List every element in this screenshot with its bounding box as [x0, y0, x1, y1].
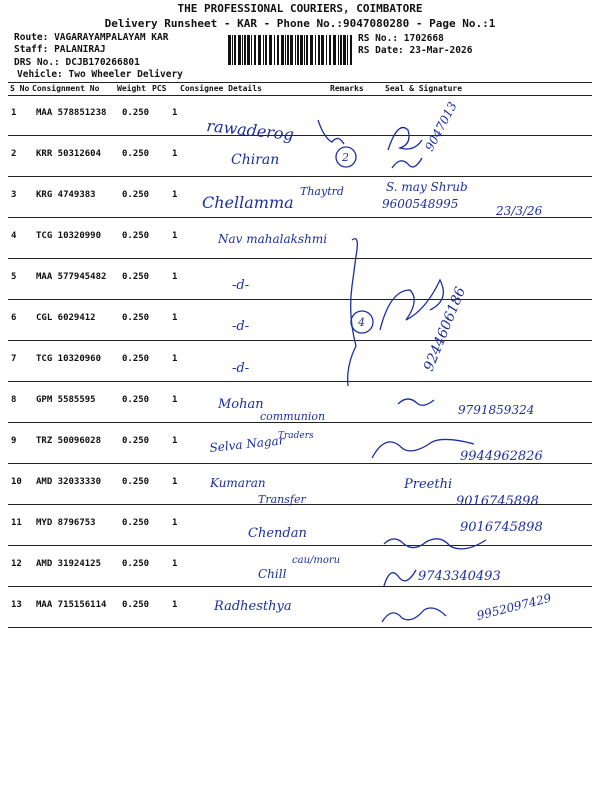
table-row — [8, 217, 592, 259]
barcode-bar — [263, 35, 264, 65]
barcode-bar — [306, 35, 308, 65]
route-label: Route: — [14, 32, 49, 43]
table-row — [8, 463, 592, 505]
drs-line — [14, 57, 140, 68]
hw-r9-phone: 9944962826 — [460, 449, 543, 464]
rs-no-line — [358, 33, 444, 44]
cell-weight: 0.250 — [122, 313, 150, 323]
barcode-bar — [350, 35, 352, 65]
barcode-bar — [285, 35, 286, 65]
cell-consignment: TCG 10320960 — [36, 354, 102, 364]
table-row — [8, 545, 592, 587]
hw-r11-phone: 9016745898 — [460, 520, 543, 535]
cell-weight: 0.250 — [122, 559, 150, 569]
hw-r1-name: rawaderog — [205, 116, 295, 145]
hw-r13-phone: 9952097429 — [475, 590, 553, 623]
col-consignment: Consignment No — [32, 84, 100, 93]
drs-label: DRS No.: — [14, 57, 60, 68]
runsheet-subtitle: Delivery Runsheet - KAR - Phone No.:9047080280 - Page No.:1 — [104, 17, 496, 30]
hw-r6-circle-text: 4 — [358, 316, 365, 329]
cell-consignment: CGL 6029412 — [36, 313, 96, 323]
hw-r4-name: Nav mahalakshmi — [218, 232, 328, 246]
cell-pcs: 1 — [172, 395, 178, 405]
hw-r12-name: Chill — [258, 567, 287, 581]
cell-sno: 9 — [11, 436, 17, 446]
barcode-bar — [347, 35, 348, 65]
table-row — [8, 422, 592, 464]
barcode-bar — [247, 35, 250, 65]
cell-consignment: KRG 4749383 — [36, 190, 96, 200]
drs-value: DCJB170266801 — [65, 57, 140, 68]
barcode-bar — [290, 35, 293, 65]
route-value: VAGARAYAMPALAYAM KAR — [54, 32, 169, 43]
barcode — [228, 35, 354, 65]
hw-r9-name-top: Traders — [278, 431, 314, 441]
rs-no-label: RS No.: — [358, 33, 399, 44]
table-row — [8, 135, 592, 177]
hw-r12-name-top: cau/moru — [292, 555, 341, 566]
barcode-bar — [333, 35, 336, 65]
hw-r6-ditto: -d- — [232, 319, 250, 334]
barcode-bar — [297, 35, 299, 65]
barcode-bar — [281, 35, 284, 65]
cell-sno: 7 — [11, 354, 17, 364]
cell-pcs: 1 — [172, 436, 178, 446]
barcode-bar — [310, 35, 313, 65]
barcode-bar — [343, 35, 346, 65]
rs-date-value: 23-Mar-2026 — [409, 45, 473, 56]
barcode-bar — [318, 35, 320, 65]
hw-r13-name: Radhesthya — [214, 599, 292, 614]
hw-r2-name: Chiran — [231, 152, 280, 168]
barcode-bar — [254, 35, 256, 65]
cell-pcs: 1 — [172, 477, 178, 487]
barcode-bar — [228, 35, 231, 65]
cell-weight: 0.250 — [122, 600, 150, 610]
barcode-bar — [304, 35, 305, 65]
hw-r3-name-top: Thaytrd — [300, 185, 344, 198]
cell-weight: 0.250 — [122, 477, 150, 487]
cell-consignment: AMD 32033330 — [36, 477, 102, 487]
cell-consignment: MAA 577945482 — [36, 272, 107, 282]
cell-consignment: GPM 5585595 — [36, 395, 96, 405]
cell-consignment: TRZ 50096028 — [36, 436, 102, 446]
cell-pcs: 1 — [172, 190, 178, 200]
cell-sno: 2 — [11, 149, 17, 159]
hw-r5-ditto: -d- — [232, 278, 250, 293]
barcode-bar — [326, 35, 327, 65]
hw-r3-phone: 9600548995 — [382, 197, 459, 211]
cell-weight: 0.250 — [122, 149, 150, 159]
barcode-bar — [244, 35, 246, 65]
hw-r5-7-phone: 9244606186 — [420, 284, 470, 374]
cell-pcs: 1 — [172, 272, 178, 282]
hw-r7-ditto: -d- — [232, 361, 250, 376]
barcode-bar — [269, 35, 272, 65]
cell-pcs: 1 — [172, 518, 178, 528]
cell-sno: 12 — [11, 559, 22, 569]
hw-r8-name2: communion — [260, 410, 326, 423]
table-row — [8, 258, 592, 300]
cell-weight: 0.250 — [122, 436, 150, 446]
cell-sno: 4 — [11, 231, 17, 241]
cell-weight: 0.250 — [122, 518, 150, 528]
hw-r10-name: Kumaran — [210, 476, 266, 490]
cell-sno: 1 — [11, 108, 17, 118]
cell-consignment: TCG 10320990 — [36, 231, 102, 241]
barcode-bar — [232, 35, 233, 65]
cell-pcs: 1 — [172, 354, 178, 364]
cell-weight: 0.250 — [122, 354, 150, 364]
barcode-bar — [258, 35, 261, 65]
route-line — [14, 32, 168, 43]
staff-label: Staff: — [14, 44, 49, 55]
hw-r1-sig-number: 9047013 — [422, 99, 460, 154]
barcode-bar — [315, 35, 316, 65]
col-sno: S No — [10, 84, 30, 93]
hw-r10-name2: Transfer — [258, 493, 306, 506]
hw-r9-name: Selva Nagar — [208, 433, 286, 455]
staff-line — [14, 44, 106, 55]
col-remarks: Remarks — [330, 84, 364, 93]
cell-pcs: 1 — [172, 313, 178, 323]
cell-pcs: 1 — [172, 559, 178, 569]
table-row — [8, 504, 592, 546]
barcode-bar — [265, 35, 267, 65]
cell-sno: 5 — [11, 272, 17, 282]
staff-value: PALANIRAJ — [54, 44, 106, 55]
cell-pcs: 1 — [172, 149, 178, 159]
cell-sno: 11 — [11, 518, 22, 528]
col-seal-signature: Seal & Signature — [385, 84, 463, 93]
hw-r8-name: Mohan — [218, 397, 264, 412]
cell-sno: 6 — [11, 313, 17, 323]
cell-sno: 13 — [11, 600, 22, 610]
cell-sno: 3 — [11, 190, 17, 200]
barcode-bar — [277, 35, 279, 65]
table-row — [8, 176, 592, 218]
cell-weight: 0.250 — [122, 395, 150, 405]
cell-consignment: MYD 8796753 — [36, 518, 96, 528]
hw-r3-date: 23/3/26 — [496, 204, 543, 218]
vehicle-value: Two Wheeler Delivery — [68, 69, 183, 80]
cell-consignment: KRR 50312604 — [36, 149, 102, 159]
hw-r2-circle-text: 2 — [342, 151, 349, 164]
cell-weight: 0.250 — [122, 231, 150, 241]
rs-date-label: RS Date: — [358, 45, 404, 56]
cell-weight: 0.250 — [122, 108, 150, 118]
hw-r10-phone: 9016745898 — [456, 494, 539, 509]
cell-weight: 0.250 — [122, 190, 150, 200]
hw-r12-phone: 9743340493 — [418, 569, 501, 584]
barcode-bar — [251, 35, 252, 65]
col-weight: Weight — [117, 84, 146, 93]
cell-weight: 0.250 — [122, 272, 150, 282]
barcode-bar — [300, 35, 303, 65]
vehicle-line — [17, 69, 183, 80]
table-row — [8, 340, 592, 382]
cell-consignment: AMD 31924125 — [36, 559, 102, 569]
vehicle-label: Vehicle: — [17, 69, 63, 80]
cell-sno: 10 — [11, 477, 22, 487]
rs-no-value: 1702668 — [403, 33, 444, 44]
barcode-bar — [340, 35, 342, 65]
table-row — [8, 299, 592, 341]
barcode-bar — [274, 35, 275, 65]
col-consignee: Consignee Details — [180, 84, 262, 93]
hw-r10-sig: Preethi — [404, 477, 453, 492]
barcode-bar — [238, 35, 241, 65]
cell-sno: 8 — [11, 395, 17, 405]
cell-pcs: 1 — [172, 231, 178, 241]
table-row — [8, 381, 592, 423]
barcode-bar — [287, 35, 289, 65]
table-row — [8, 94, 592, 136]
barcode-bar — [329, 35, 331, 65]
cell-pcs: 1 — [172, 108, 178, 118]
cell-consignment: MAA 715156114 — [36, 600, 107, 610]
hw-r3-sig: S. may Shrub — [386, 180, 468, 194]
hw-r3-name: Chellamma — [202, 193, 294, 212]
hw-r8-phone: 9791859324 — [458, 403, 535, 417]
col-pcs: PCS — [152, 84, 167, 93]
rs-date-line — [358, 45, 472, 56]
barcode-bar — [295, 35, 296, 65]
barcode-bar — [242, 35, 243, 65]
table-row — [8, 586, 592, 628]
barcode-bar — [338, 35, 339, 65]
barcode-bar — [234, 35, 236, 65]
cell-consignment: MAA 578851238 — [36, 108, 107, 118]
hw-r11-name: Chendan — [248, 526, 307, 541]
cell-pcs: 1 — [172, 600, 178, 610]
company-title: THE PROFESSIONAL COURIERS, COIMBATORE — [177, 2, 423, 15]
barcode-bar — [321, 35, 324, 65]
